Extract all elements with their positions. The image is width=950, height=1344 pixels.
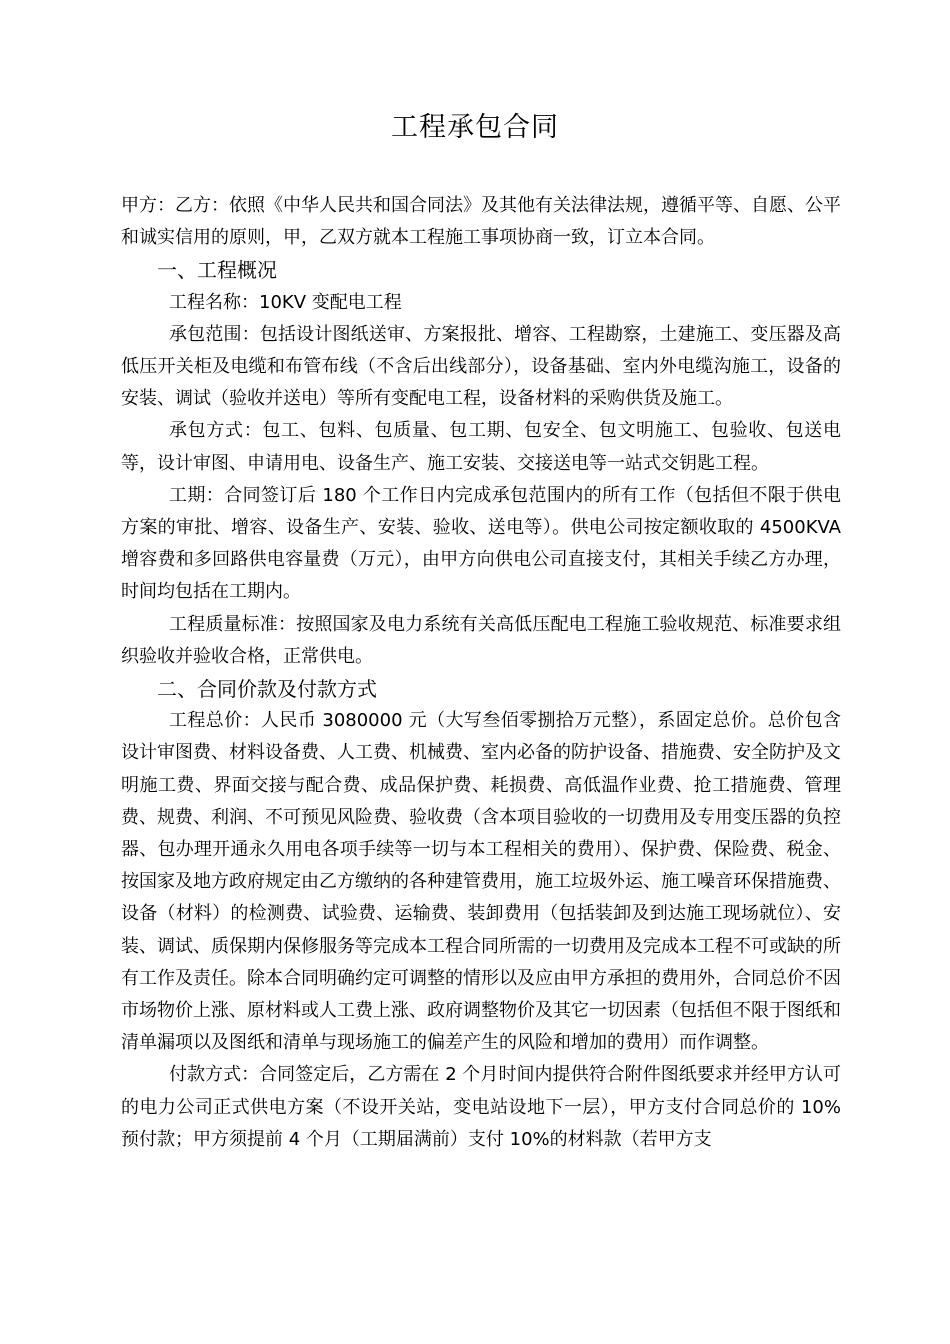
document-title: 工程承包合同: [391, 112, 559, 143]
method-paragraph: 承包方式：包工、包料、包质量、包工期、包安全、包文明施工、包验收、包送电等，设计审图、申请用电、设备生产、施工安装、交接送电等一站式交钥匙工程。: [121, 420, 841, 474]
section-heading-price: 二、合同价款及付款方式: [157, 677, 377, 702]
duration-paragraph: 工期：合同签订后 180 个工作日内完成承包范围内的所有工作（包括但不限于供电方案的审批、增容、设备生产、安装、验收、送电等）。供电公司按定额收取的 4500KVA 增容费和多回路供电容量费（万元），由甲方向供电公司直接支付，其相关手续乙方办理，时间均包括在工期内。: [121, 484, 841, 603]
payment-paragraph: 付款方式：合同签定后，乙方需在 2 个月时间内提供符合附件图纸要求并经甲方认可的电力公司正式供电方案（不设开关站，变电站设地下一层），甲方支付合同总价的 10%预付款；甲方须提前 4 个月（工期届满前）支付 10%的材料款（若甲方支: [121, 1064, 841, 1150]
scope-paragraph: 承包范围：包括设计图纸送审、方案报批、增容、工程勘察，土建施工、变压器及高低压开关柜及电缆和布管布线（不含后出线部分），设备基础、室内外电缆沟施工，设备的安装、调试（验收并送电）等所有变配电工程，设备材料的采购供货及施工。: [121, 323, 841, 410]
document-body: [121, 190, 841, 1156]
intro-paragraph: 甲方：乙方：依照《中华人民共和国合同法》及其他有关法律法规，遵循平等、自愿、公平和诚实信用的原则，甲，乙双方就本工程施工事项协商一致，订立本合同。: [121, 195, 841, 249]
section-heading-overview: 一、工程概况: [157, 258, 277, 283]
quality-paragraph: 工程质量标准：按照国家及电力系统有关高低压配电工程施工验收规范、标准要求组织验收并验收合格，正常供电。: [121, 613, 841, 667]
project-name-paragraph: 工程名称：10KV 变配电工程: [169, 291, 402, 313]
total-price-paragraph: 工程总价：人民币 3080000 元（大写叁佰零捌拾万元整），系固定总价。总价包含设计审图费、材料设备费、人工费、机械费、室内必备的防护设备、措施费、安全防护及文明施工费、界面交接与配合费、成品保护费、耗损费、高低温作业费、抢工措施费、管理费、规费、利润、不可预见风险费、验收费（含本项目验收的一切费用及专用变压器的负控器、包办理开通永久用电各项手续等一切与本工程相关的费用）、保护费、保险费、税金、按国家及地方政府规定由乙方缴纳的各种建管费用，施工垃圾外运、施工噪音环保措施费、设备（材料）的检测费、试验费、运输费、装卸费用（包括装卸及到达施工现场就位）、安装、调试、质保期内保修服务等完成本工程合同所需的一切费用及完成本工程不可或缺的所有工作及责任。除本合同明确约定可调整的情形以及应由甲方承担的费用外，合同总价不因市场物价上涨、原材料或人工费上涨、政府调整物价及其它一切因素（包括但不限于图纸和清单漏项以及图纸和清单与现场施工的偏差产生的风险和增加的费用）而作调整。: [121, 710, 841, 1054]
